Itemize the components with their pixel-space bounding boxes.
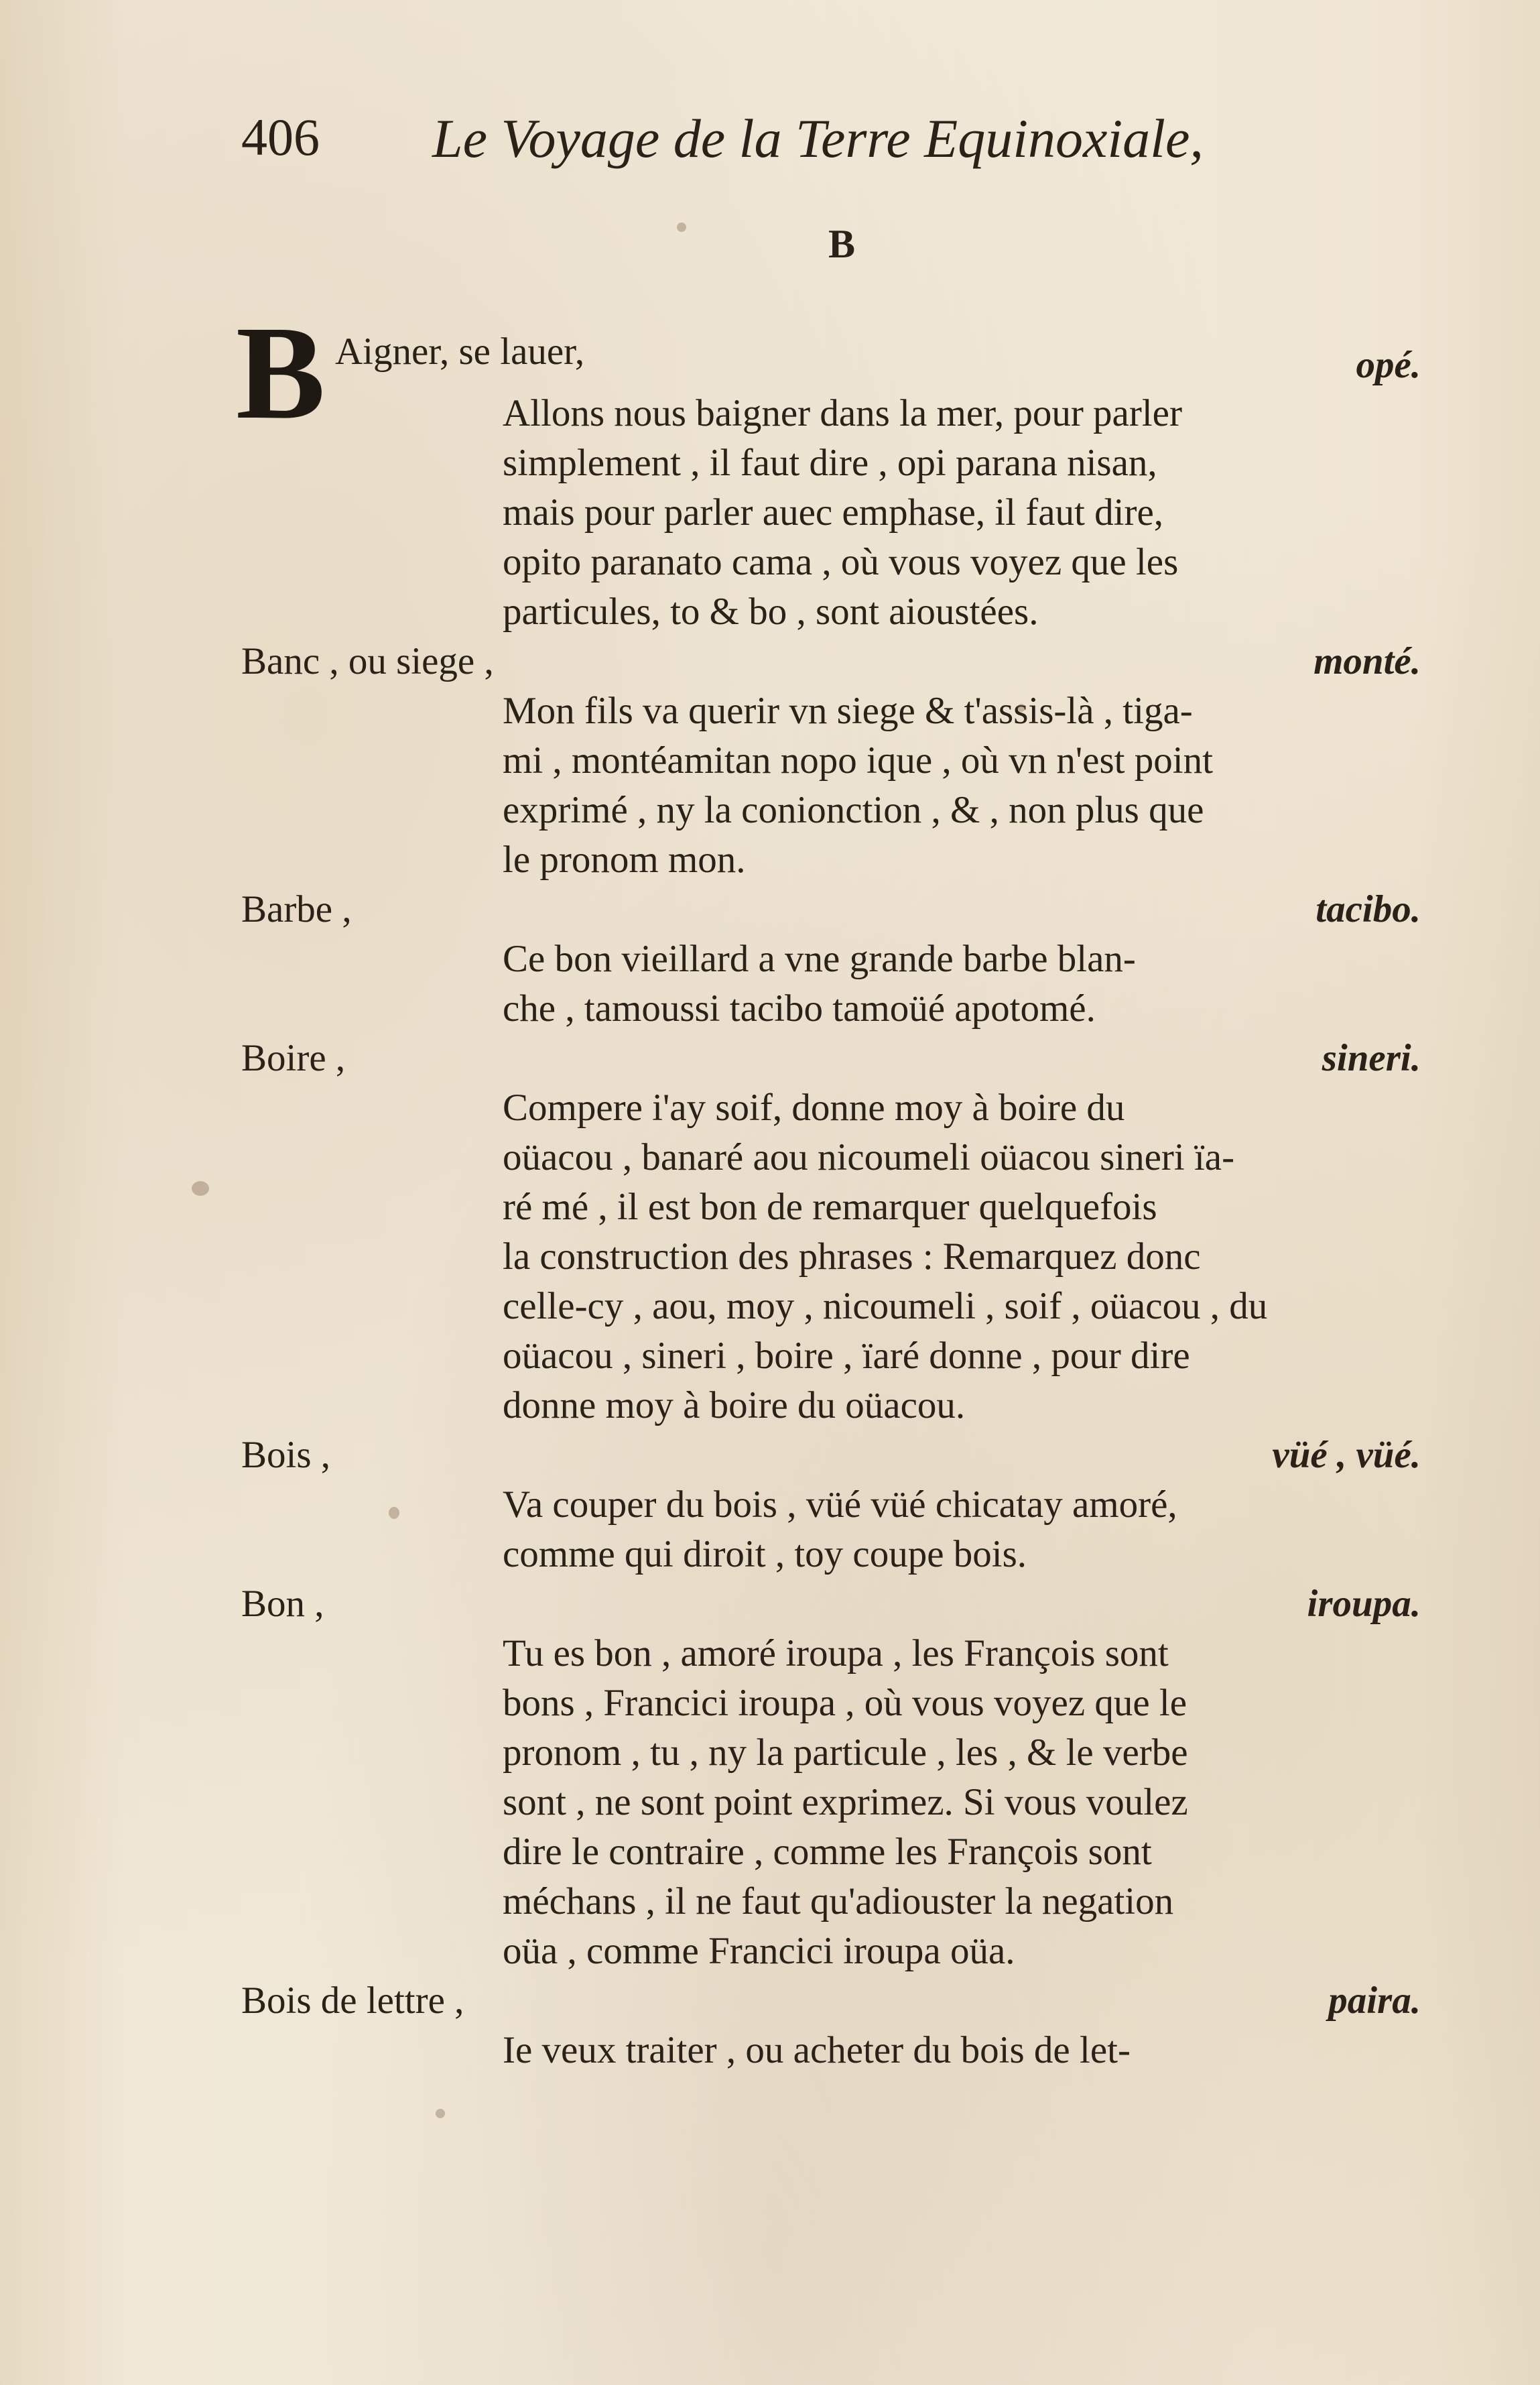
headword: Banc , ou siege , [241, 640, 494, 682]
headword: Bois de lettre , [241, 1979, 464, 2022]
headword: Barbe , [241, 888, 352, 930]
gloss: vüé , vüé. [1272, 1434, 1421, 1476]
section-letter: B [828, 222, 856, 266]
ink-spot [192, 1181, 209, 1196]
entry-headline [241, 637, 1421, 686]
running-title: Le Voyage de la Terre Equinoxiale, [432, 108, 1204, 169]
entry-headline [241, 1430, 1421, 1480]
headword: Bon , [241, 1583, 324, 1625]
running-head [241, 107, 1327, 181]
entry-boire [241, 1034, 1421, 1430]
ink-spot [436, 2109, 445, 2118]
entry-headline [241, 885, 1421, 934]
entry-headline [236, 299, 1421, 447]
entry-example: Compere i'ay soif, donne moy à boire du oüacou , banaré aou nicoumeli oüacou sineri ïa- ré mé , il est bon de remarquer quelquefois la construction des phrases : Remarquez donc celle-cy , aou, moy , nicoumeli , soif , oüacou , du oüacou , sineri , boire , ïaré donne , pour dire donne moy à boire du oüacou. [503, 1087, 1268, 1426]
entry-headline [241, 1034, 1421, 1083]
headword: Aigner, se lauer, [335, 330, 585, 373]
entry-example: Ie veux traiter , ou acheter du bois de let- [503, 2029, 1131, 2071]
dictionary-entries [236, 299, 1421, 2075]
gloss: opé. [1356, 344, 1421, 386]
entry-baigner [236, 299, 1421, 637]
entry-bois-de-lettre [241, 1976, 1421, 2075]
entry-example: Mon fils va querir vn siege & t'assis-là , tiga- mi , montéamitan nopo ique , où vn n'est point exprimé , ny la conionction , & , non plus que le pronom mon. [503, 690, 1213, 881]
headword: Boire , [241, 1037, 346, 1079]
gloss: iroupa. [1307, 1583, 1421, 1625]
headword: Bois , [241, 1434, 331, 1476]
gloss: sineri. [1322, 1037, 1421, 1079]
gloss: tacibo. [1316, 888, 1421, 930]
ink-spot [1017, 704, 1025, 712]
ink-spot [677, 223, 686, 232]
entry-example: Tu es bon , amoré iroupa , les François sont bons , Francici iroupa , où vous voyez que le pronom , tu , ny la particule , les , & le verbe sont , ne sont point exprimez. Si vous voulez dire le contraire , comme les François sont méchans , il ne faut qu'adiouster la negation oüa , comme Francici iroupa oüa. [503, 1632, 1188, 1972]
entry-banc [241, 637, 1421, 885]
entry-example: Va couper du bois , vüé vüé chicatay amoré, comme qui diroit , toy coupe bois. [503, 1483, 1177, 1575]
gloss: paira. [1328, 1979, 1421, 2022]
entry-barbe [241, 885, 1421, 1034]
entry-example: Allons nous baigner dans la mer, pour parler simplement , il faut dire , opi parana nisan, mais pour parler auec emphase, il faut dire, opito paranato cama , où vous voyez que les particules, to & bo , sont aioustées. [503, 392, 1182, 633]
entry-bois [241, 1430, 1421, 1579]
entry-headline [241, 1579, 1421, 1629]
entry-example: Ce bon vieillard a vne grande barbe blan- che , tamoussi tacibo tamoüé apotomé. [503, 938, 1136, 1030]
entry-bon [241, 1579, 1421, 1976]
gloss: monté. [1313, 640, 1421, 682]
page-number: 406 [241, 108, 320, 166]
drop-cap: B [236, 299, 326, 447]
ink-spot [389, 1507, 399, 1519]
entry-headline [241, 1976, 1421, 2026]
